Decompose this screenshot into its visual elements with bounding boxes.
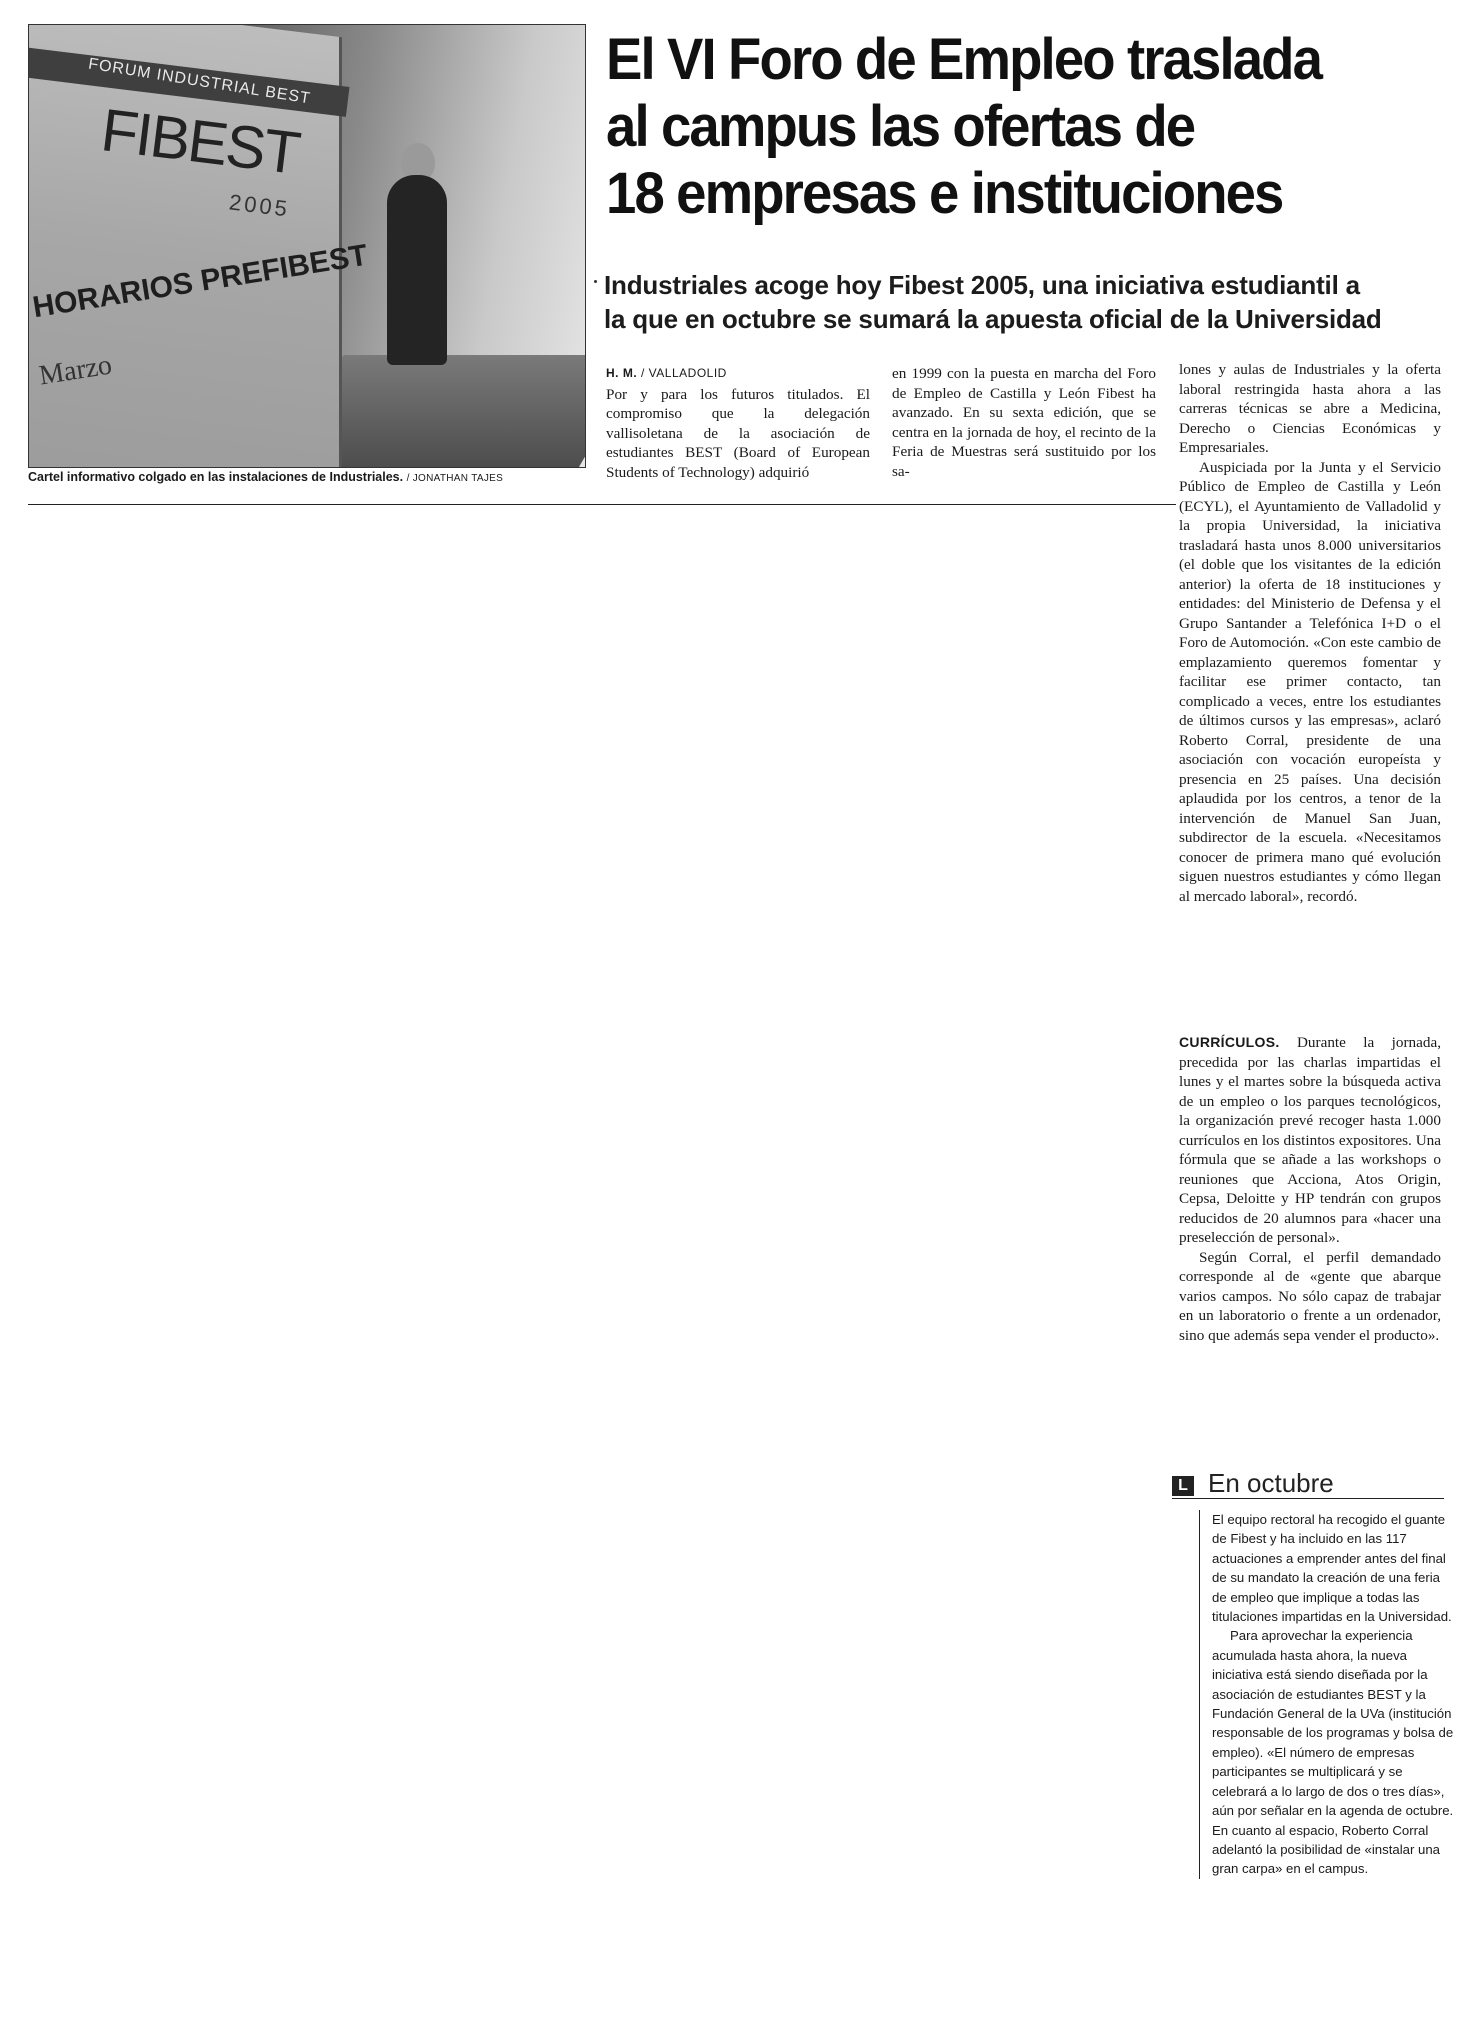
sidebar-header — [1172, 1468, 1444, 1499]
subtitle — [604, 268, 1463, 336]
subtitle-bullet — [594, 280, 597, 283]
article-column-1 — [606, 364, 870, 482]
curriculos-text: Durante la jornada, precedida por las charlas impartidas el lunes y el martes sobre la búsqueda activa de un empleo o los parques tecnológicos, la organización prevé recoger hasta 1.000 currículos en los distintos expositores. Una fórmula que se añade a las workshops o reuniones que Acciona, Atos Origin, Cepsa, Deloitte y HP tendrán con grupos reducidos de 20 alumnos para «hacer una preselección de personal». — [1179, 1034, 1441, 1246]
poster-forum-text: FORUM INDUSTRIAL BEST — [87, 55, 312, 108]
byline — [606, 364, 870, 384]
article-column-3-lower — [1179, 1033, 1441, 1345]
poster-year: 2005 — [227, 189, 292, 222]
column-3-paragraph-4: Según Corral, el perfil demandado corresponde al de «gente que abarque varios campos. No sólo capaz de trabajar en un laboratorio o frente a un ordenador, sino que además sepa vender el producto». — [1179, 1248, 1441, 1344]
column-3-paragraph-3 — [1179, 1033, 1441, 1248]
poster-heading: HORARIOS PREFIBEST — [30, 238, 370, 325]
headline — [606, 26, 1396, 227]
sidebar-title: En octubre — [1208, 1468, 1334, 1498]
headline-line-1: El VI Foro de Empleo traslada — [606, 27, 1322, 92]
sidebar-paragraph-2: Para aprovechar la experiencia acumulada hasta ahora, la nueva iniciativa está siendo diseñada por la asociación de estudiantes BEST y la Fundación General de la UVa (institución responsable de los programas y bolsa de empleo). «El número de empresas participantes se multiplicará y se celebrará a lo largo de dos o tres días», aún por señalar en la agenda de octubre. En cuanto al espacio, Roberto Corral adelantó la posibilidad de «instalar una gran carpa» en el campus. — [1212, 1628, 1454, 1877]
sidebar-paragraph-1: El equipo rectoral ha recogido el guante de Fibest y ha incluido en las 117 actuaciones a emprender antes del final de su mandato la creación de una feria de empleo que implique a todas las titulaciones impartidas en la Universidad. — [1212, 1512, 1452, 1625]
section-kicker: CURRÍCULOS. — [1179, 1034, 1280, 1050]
byline-place: / VALLADOLID — [641, 366, 727, 380]
person-figure — [387, 175, 447, 365]
poster-month: Marzo — [36, 349, 114, 392]
fibest-logo: FIBEST — [97, 96, 303, 187]
photo-divider — [28, 504, 1176, 505]
column-2-text: en 1999 con la puesta en marcha del Foro de Empleo de Castilla y León Fibest ha avanzado. En su sexta edición, que se centra en la jornada de hoy, el recinto de la Feria de Muestras será sustituido por los sa- — [892, 365, 1156, 480]
photo-caption — [28, 470, 503, 484]
article-column-3 — [1179, 360, 1441, 906]
column-3-paragraph-2: Auspiciada por la Junta y el Servicio Público de Empleo de Castilla y León (ECYL), el Ayuntamiento de Valladolid y la propia Universidad, la iniciativa trasladará hasta unos 8.000 universitarios (el doble que los visitantes de la edición anterior) la oferta de 18 instituciones y entidades: del Ministerio de Defensa y el Grupo Santander a Telefónica I+D o el Foro de Automoción. «Con este cambio de emplazamiento queremos fomentar y facilitar ese primer contacto, tan complicado a veces, entre los estudiantes de últimos cursos y las empresas», aclaró Roberto Corral, presidente de una asociación con vocación europeísta y presencia en 25 países. Una decisión aplaudida por los centros, a tenor de la intervención de Manuel San Juan, subdirector de la escuela. «Necesitamos conocer de primera mano qué evolución siguen nuestros estudiantes y cómo llegan al mercado laboral», recordó. — [1179, 458, 1441, 905]
sidebar-section-icon: L — [1172, 1476, 1194, 1496]
photo-credit: / JONATHAN TAJES — [406, 473, 504, 484]
article-column-2 — [892, 364, 1156, 481]
caption-text: Cartel informativo colgado en las instalaciones de Industriales. — [28, 470, 404, 484]
headline-line-3: 18 empresas e instituciones — [606, 161, 1283, 226]
headline-line-2: al campus las ofertas de — [606, 94, 1195, 159]
article-photo — [28, 24, 586, 468]
subtitle-line-2: la que en octubre se sumará la apuesta oficial de la Universidad — [604, 304, 1382, 334]
column-3-paragraph-1: lones y aulas de Industriales y la oferta laboral restringida hasta ahora a las carreras técnicas se abre a Medicina, Derecho o Ciencias Económicas y Empresariales. — [1179, 361, 1441, 456]
sidebar-box — [1199, 1510, 1458, 1879]
byline-author: H. M. — [606, 366, 638, 380]
column-1-text: Por y para los futuros titulados. El compromiso que la delegación vallisoletana de la asociación de estudiantes BEST (Board of European Students of Technology) adquirió — [606, 385, 870, 481]
subtitle-line-1: Industriales acoge hoy Fibest 2005, una iniciativa estudiantil a — [604, 270, 1360, 300]
